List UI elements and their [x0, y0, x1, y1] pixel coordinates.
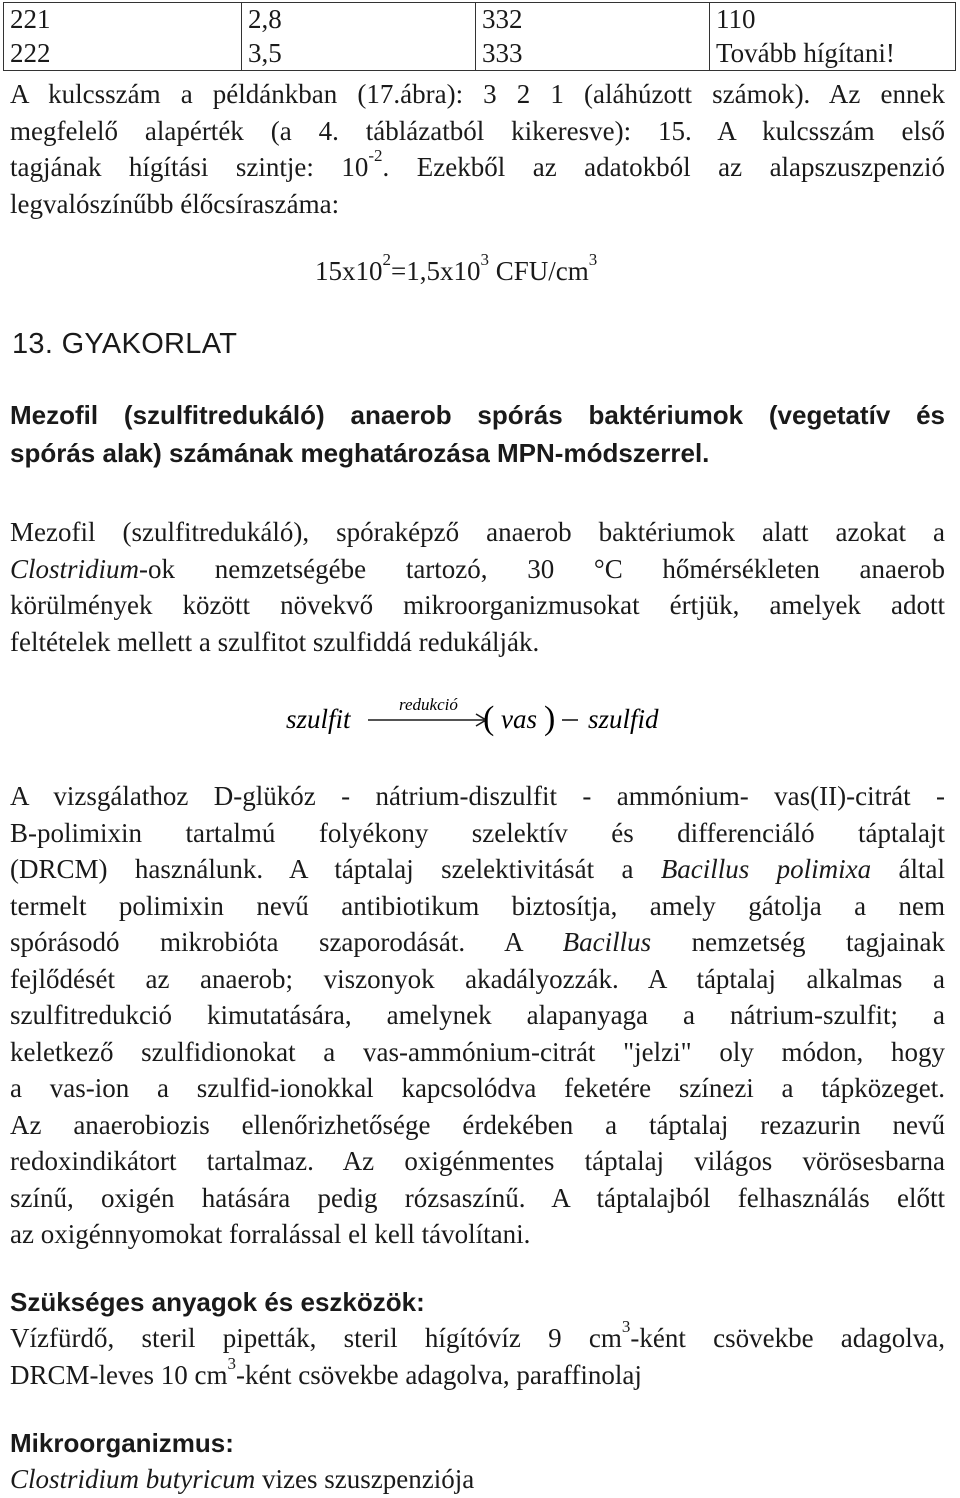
- results-table: [3, 2, 956, 71]
- superscript: 3: [480, 250, 489, 269]
- superscript: 3: [227, 1353, 236, 1373]
- paragraph-key-number: [10, 76, 945, 222]
- cell-value: 221: [10, 4, 51, 34]
- text-line: termelt polimixin nevű antibiotikum biztosítja, amely gátolja a nem: [10, 890, 945, 921]
- text-span: =1,5x10: [391, 256, 481, 286]
- italic-term: Bacillus polimixa: [660, 854, 872, 884]
- catalyst-label: vas: [501, 704, 537, 734]
- text-line: szulfitredukció kimutatására, amelynek alapanyaga a nátrium-szulfit; a: [10, 1000, 945, 1030]
- superscript: 3: [588, 250, 598, 269]
- reactant-label: szulfit: [286, 704, 351, 734]
- text-line: [10, 1353, 945, 1394]
- microorganism-heading: Mikroorganizmus:: [10, 1428, 234, 1458]
- italic-term: Bacillus: [562, 927, 652, 957]
- text-line: [10, 924, 945, 961]
- text-line: az oxigénnyomokat forralással el kell távolítani.: [10, 1219, 531, 1249]
- text-span: által: [871, 854, 945, 884]
- text-line: [10, 146, 945, 186]
- superscript: -2: [368, 146, 383, 165]
- heading-line: Mezofil (szulfitredukáló) anaerob spórás baktériumok (vegetatív és: [10, 400, 945, 430]
- table-cell: [4, 3, 242, 71]
- cell-value: 110: [716, 4, 756, 34]
- text-line: [10, 1461, 945, 1498]
- cell-value: 2,8: [248, 4, 282, 34]
- product-label: szulfid: [588, 704, 659, 734]
- exercise-title: 13. GYAKORLAT: [12, 328, 238, 360]
- cell-value: 333: [482, 38, 523, 68]
- text-span: Vízfürdő, steril pipetták, steril hígítóvíz 9 cm: [10, 1323, 622, 1353]
- arrow-label: redukció: [399, 695, 458, 714]
- paragraph-medium: [10, 778, 945, 1253]
- text-line: A vizsgálathoz D-glükóz - nátrium-diszulfit - ammónium- vas(II)-citrát -: [10, 781, 945, 811]
- paragraph-definition: [10, 514, 945, 660]
- text-span: vizes szuszpenziója: [255, 1464, 475, 1494]
- text-line: színű, oxigén hatására pedig rózsaszínű. A táptalajból felhasználás előtt: [10, 1182, 945, 1213]
- materials-heading: Szükséges anyagok és eszközök:: [10, 1287, 425, 1317]
- superscript: 2: [382, 250, 391, 269]
- text-line: [10, 551, 945, 588]
- text-span: 15x10: [315, 256, 383, 286]
- text-line: [10, 851, 945, 888]
- text-line: Mezofil (szulfitredukáló), spóraképző anaerob baktériumok alatt azokat a: [10, 517, 945, 547]
- text-span: DRCM-leves 10 cm: [10, 1359, 228, 1390]
- materials-section: [10, 1284, 945, 1393]
- text-line: redoxindikátort tartalmaz. Az oxigénmentes táptalaj világos vörösesbarna: [10, 1146, 945, 1176]
- italic-term: Clostridium butyricum: [10, 1464, 256, 1494]
- text-span: . Ezekből az adatokból az alapszuszpenzió: [382, 152, 945, 182]
- text-span: -ként csövekbe adagolva, paraffinolaj: [235, 1359, 642, 1390]
- text-line: keletkező szulfidionokat a vas-ammónium-citrát "jelzi" oly módon, hogy: [10, 1036, 945, 1067]
- table-cell: [476, 3, 710, 71]
- section-heading: [10, 396, 945, 472]
- text-span: tagjának hígítási szintje: 10: [10, 152, 369, 182]
- text-line: feltételek mellett a szulfitot szulfiddá redukálják.: [10, 626, 540, 657]
- heading-line: spórás alak) számának meghatározása MPN-módszerrel.: [10, 438, 710, 468]
- text-line: Az anaerobiozis ellenőrizhetősége érdekében a táptalaj rezazurin nevű: [10, 1109, 945, 1140]
- text-line: körülmények között növekvő mikroorganizmusokat értjük, amelyek adott: [10, 590, 945, 620]
- text-span: nemzetség tagjainak: [651, 927, 945, 957]
- text-line: A kulcsszám a példánkban (17.ábra): 3 2 1 (aláhúzott számok). Az ennek: [10, 79, 945, 109]
- table-cell: [242, 3, 476, 71]
- cfu-formula: [315, 250, 598, 290]
- table-cell: [710, 3, 956, 71]
- text-line: megfelelő alapérték (a 4. táblázatból kikeresve): 15. A kulcsszám első: [10, 115, 945, 146]
- text-span: -ként csövekbe adagolva,: [630, 1323, 946, 1353]
- italic-term: Clostridium: [10, 553, 140, 584]
- cell-value: 222: [10, 38, 51, 68]
- text-span: (DRCM) használunk. A táptalaj szelektivitását a: [10, 854, 661, 884]
- text-span: CFU/cm: [488, 256, 589, 286]
- text-line: fejlődését az anaerob; viszonyok akadályozzák. A táptalaj alkalmas a: [10, 963, 945, 994]
- text-span: -ok nemzetségébe tartozó, 30 °C hőmérsékleten anaerob: [139, 553, 945, 584]
- text-line: B-polimixin tartalmú folyékony szelektív és differenciáló táptalajt: [10, 817, 945, 848]
- text-line: legvalószínűbb élőcsíraszáma:: [10, 188, 340, 219]
- text-line: a vas-ion a szulfid-ionokkal kapcsolódva feketére színezi a tápközeget.: [10, 1073, 945, 1103]
- paren-open: (: [483, 700, 495, 737]
- text-line: [10, 1317, 946, 1357]
- cell-value: Tovább hígítani!: [716, 38, 895, 68]
- table-row: [4, 3, 956, 71]
- text-span: spórásodó mikrobióta szaporodását. A: [10, 927, 563, 957]
- paren-close: ): [544, 700, 556, 737]
- superscript: 3: [621, 1317, 631, 1336]
- cell-value: 332: [482, 4, 523, 34]
- cell-value: 3,5: [248, 38, 282, 68]
- microorganism-section: [10, 1425, 945, 1498]
- reaction-equation: [286, 690, 686, 750]
